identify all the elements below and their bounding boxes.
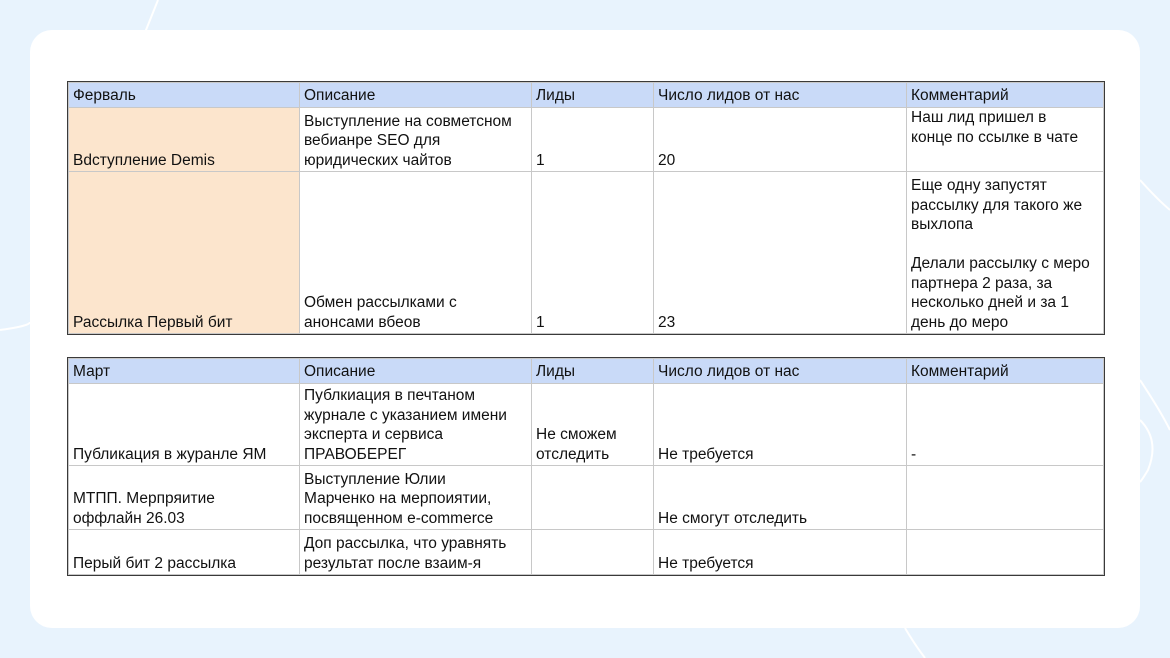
- cell-comment[interactable]: -: [907, 384, 1104, 466]
- cell-leads[interactable]: 1: [532, 108, 654, 172]
- header-comment[interactable]: Комментарий: [907, 359, 1104, 384]
- header-our-leads[interactable]: Число лидов от нас: [654, 359, 907, 384]
- february-table: [68, 82, 1104, 334]
- table-row: [69, 108, 1104, 172]
- cell-comment[interactable]: [907, 466, 1104, 530]
- cell-name[interactable]: Рассылка Первый бит: [69, 172, 300, 334]
- cell-description[interactable]: Выступление на совметсном вебианре SEO для юридических чайтов: [300, 108, 532, 172]
- cell-name[interactable]: Bdступление Demis: [69, 108, 300, 172]
- cell-leads[interactable]: [532, 466, 654, 530]
- table-row: [69, 466, 1104, 530]
- cell-leads[interactable]: 1: [532, 172, 654, 334]
- table-row: [69, 172, 1104, 334]
- cell-name[interactable]: Публикация в журанле ЯМ: [69, 384, 300, 466]
- cell-description[interactable]: Выступление Юлии Марченко на мерпоиятии, посвященном e-commerce: [300, 466, 532, 530]
- cell-name[interactable]: МТПП. Мерпряитие оффлайн 26.03: [69, 466, 300, 530]
- cell-comment[interactable]: [907, 530, 1104, 575]
- table-row: [69, 384, 1104, 466]
- cell-name[interactable]: Перый бит 2 рассылка: [69, 530, 300, 575]
- cell-comment[interactable]: Еще одну запустят рассылку для такого же выхлопа Делали рассылку с меро партнера 2 раза, за несколько дней и за 1 день до меро: [907, 172, 1104, 334]
- cell-description[interactable]: Доп рассылка, что уравнять результат после взаим-я: [300, 530, 532, 575]
- header-comment[interactable]: Комментарий: [907, 83, 1104, 108]
- header-month[interactable]: Март: [69, 359, 300, 384]
- header-leads[interactable]: Лиды: [532, 83, 654, 108]
- cell-our-leads[interactable]: 23: [654, 172, 907, 334]
- header-month[interactable]: Ферваль: [69, 83, 300, 108]
- march-table: [68, 358, 1104, 575]
- cell-comment[interactable]: Наш лид пришел в конце по ссылке в чате: [907, 108, 1104, 172]
- cell-our-leads[interactable]: Не требуется: [654, 384, 907, 466]
- header-description[interactable]: Описание: [300, 83, 532, 108]
- cell-leads[interactable]: Не сможем отследить: [532, 384, 654, 466]
- cell-our-leads[interactable]: Не требуется: [654, 530, 907, 575]
- table-header-row: [69, 359, 1104, 384]
- cell-our-leads[interactable]: Не смогут отследить: [654, 466, 907, 530]
- header-our-leads[interactable]: Число лидов от нас: [654, 83, 907, 108]
- cell-description[interactable]: Обмен рассылками с анонсами вбеов: [300, 172, 532, 334]
- cell-leads[interactable]: [532, 530, 654, 575]
- table-row: [69, 530, 1104, 575]
- cell-our-leads[interactable]: 20: [654, 108, 907, 172]
- table-header-row: [69, 83, 1104, 108]
- content-card: [30, 30, 1140, 628]
- cell-description[interactable]: Публкиация в печтаном журнале с указанием имени эксперта и сервиса ПРАВОБЕРЕГ: [300, 384, 532, 466]
- header-leads[interactable]: Лиды: [532, 359, 654, 384]
- header-description[interactable]: Описание: [300, 359, 532, 384]
